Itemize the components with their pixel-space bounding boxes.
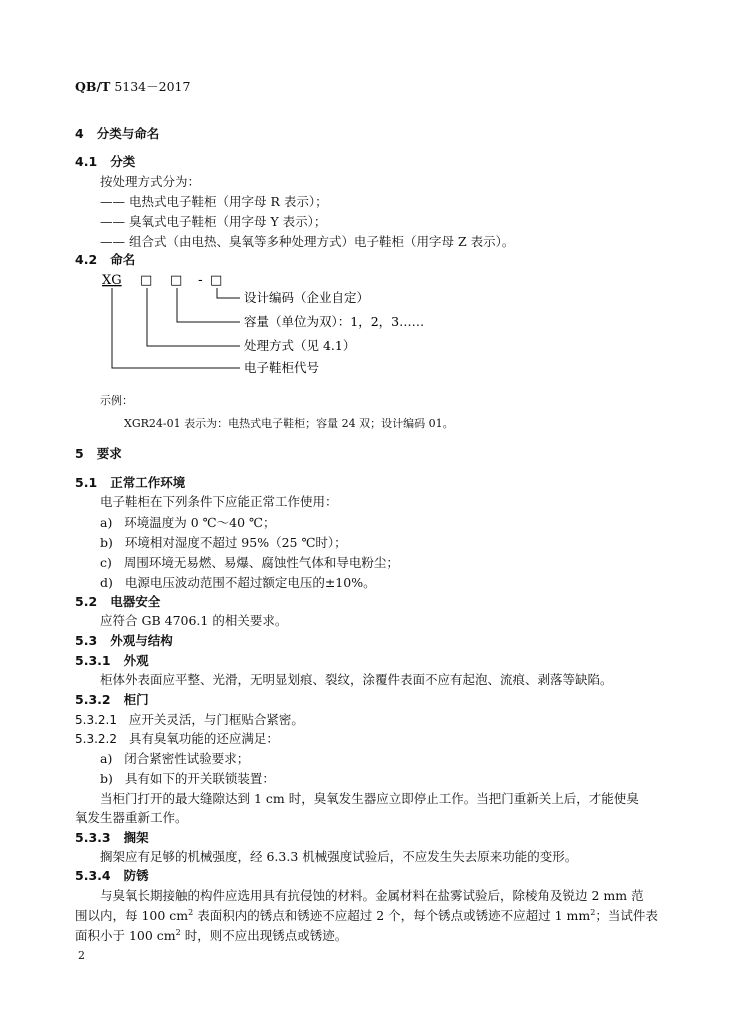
design-code-label: 设计编码（企业自定） <box>244 290 370 305</box>
section-5-3-heading <box>75 633 173 649</box>
section-5-heading <box>75 446 122 462</box>
section-5-3-3-heading <box>75 830 149 846</box>
environment-item <box>100 575 376 591</box>
item-marker: d) <box>100 575 113 590</box>
section-number: 5.3.3 <box>75 830 111 845</box>
section-4-heading <box>75 126 159 142</box>
environment-item <box>100 535 347 551</box>
section-title: 外观 <box>123 653 149 668</box>
section-title: 命名 <box>110 252 136 267</box>
item-marker: a) <box>100 751 113 766</box>
naming-diagram <box>100 268 460 380</box>
interlock-paragraph-line: 当柜门打开的最大缝隙达到 1 cm 时，臭氧发生器应立即停止工作。当把门重新关上后，才能使臭 <box>100 791 639 806</box>
superscript: 2 <box>590 907 596 917</box>
page-number: 2 <box>78 949 85 962</box>
standard-prefix: QB/T <box>75 79 111 94</box>
prefix-leader <box>112 288 240 368</box>
environment-intro: 电子鞋柜在下列条件下应能正常工作使用： <box>100 494 338 509</box>
section-5-3-1-heading <box>75 653 149 669</box>
example-label: 示例： <box>100 394 133 407</box>
capacity-code-box: □ <box>170 273 183 288</box>
item-text: 环境相对湿度不超过 95%（25 ℃时）； <box>124 535 347 550</box>
item-text: 电源电压波动范围不超过额定电压的±10%。 <box>124 575 376 590</box>
superscript: 2 <box>188 907 194 917</box>
standard-code: 5134－2017 <box>114 79 191 94</box>
capacity-label: 容量（单位为双）：1，2，3…… <box>244 314 425 329</box>
section-title: 电器安全 <box>110 594 161 609</box>
clause-5-3-2-1 <box>75 712 304 728</box>
process-code-box: □ <box>140 273 153 288</box>
text-run: 表面积内的锈点和锈迹不应超过 2 个，每个锈点或锈迹不应超过 1 mm <box>193 908 591 923</box>
electrical-safety-text: 应符合 GB 4706.1 的相关要求。 <box>100 613 288 628</box>
clause-5-3-2-2 <box>75 731 279 747</box>
section-number: 5.2 <box>75 594 98 609</box>
rust-paragraph-line: 与臭氧长期接触的构件应选用具有抗侵蚀的材料。金属材料在盐雾试验后，除棱角及锐边 2 mm 范 <box>100 888 644 903</box>
section-number: 5.1 <box>75 475 98 490</box>
text-run: 面积小于 100 cm <box>75 928 176 943</box>
environment-item <box>100 515 276 531</box>
text-run: 围以内，每 100 cm <box>75 908 189 923</box>
classification-intro: 按处理方式分为： <box>100 174 201 189</box>
capacity-leader <box>177 288 240 322</box>
section-number: 5 <box>75 446 84 461</box>
section-number: 5.3.1 <box>75 653 111 668</box>
section-number: 5.3 <box>75 633 98 648</box>
section-5-1-heading <box>75 475 185 491</box>
interlock-paragraph-line: 氧发生器重新工作。 <box>75 810 188 825</box>
section-number: 4.2 <box>75 252 98 267</box>
clause-text: 具有臭氧功能的还应满足： <box>128 731 279 746</box>
classification-item: —— 臭氧式电子鞋柜（用字母 Y 表示）； <box>100 214 327 229</box>
example-text: XGR24-01 表示为：电热式电子鞋柜；容量 24 双；设计编码 01。 <box>124 417 454 430</box>
rust-paragraph-line <box>75 928 347 944</box>
prefix-label: 电子鞋柜代号 <box>244 360 320 375</box>
standard-header <box>75 79 190 95</box>
process-leader <box>147 288 240 346</box>
clause-number: 5.3.2.2 <box>75 732 117 746</box>
item-marker: c) <box>100 555 112 570</box>
item-marker: b) <box>100 771 113 786</box>
item-text: 具有如下的开关联锁装置： <box>124 771 275 786</box>
door-item <box>100 751 249 767</box>
section-number: 4.1 <box>75 154 98 169</box>
item-marker: a) <box>100 515 113 530</box>
item-text: 周围环境无易燃、易爆、腐蚀性气体和导电粉尘； <box>123 555 399 570</box>
item-text: 闭合紧密性试验要求； <box>124 751 250 766</box>
section-title: 柜门 <box>123 692 149 707</box>
section-5-3-2-heading <box>75 692 149 708</box>
design-code-box: □ <box>210 273 223 288</box>
section-title: 外观与结构 <box>110 633 173 648</box>
section-title: 防锈 <box>123 868 149 883</box>
door-item <box>100 771 275 787</box>
section-title: 分类与命名 <box>96 126 160 141</box>
environment-item <box>100 555 399 571</box>
classification-item: —— 组合式（由电热、臭氧等多种处理方式）电子鞋柜（用字母 Z 表示）。 <box>100 234 515 249</box>
model-prefix: XG <box>102 273 122 288</box>
shelf-text: 搁架应有足够的机械强度，经 6.3.3 机械强度试验后，不应发生失去原来功能的变形。 <box>100 849 578 864</box>
section-4-1-heading <box>75 154 135 170</box>
section-number: 5.3.4 <box>75 868 111 883</box>
section-title: 要求 <box>96 446 122 461</box>
item-text: 环境温度为 0 ℃～40 ℃； <box>124 515 276 530</box>
item-marker: b) <box>100 535 113 550</box>
section-number: 4 <box>75 126 84 141</box>
process-label: 处理方式（见 4.1） <box>244 338 356 353</box>
superscript: 2 <box>175 927 181 937</box>
section-5-3-4-heading <box>75 868 149 884</box>
text-run: 时，则不应出现锈点或锈迹。 <box>180 928 348 943</box>
section-5-2-heading <box>75 594 160 610</box>
clause-number: 5.3.2.1 <box>75 713 117 727</box>
section-title: 正常工作环境 <box>110 475 186 490</box>
section-number: 5.3.2 <box>75 692 111 707</box>
classification-item: —— 电热式电子鞋柜（用字母 R 表示）； <box>100 194 328 209</box>
clause-text: 应开关灵活，与门框贴合紧密。 <box>128 712 304 727</box>
section-title: 搁架 <box>123 830 149 845</box>
section-4-2-heading <box>75 252 135 268</box>
design-code-leader <box>217 288 240 298</box>
appearance-text: 柜体外表面应平整、光滑，无明显划痕、裂纹，涂覆件表面不应有起泡、流痕、剥落等缺陷。 <box>100 672 613 687</box>
rust-paragraph-line <box>75 908 658 924</box>
text-run: ；当试件表 <box>595 908 658 923</box>
code-separator: - <box>198 273 203 288</box>
section-title: 分类 <box>110 154 136 169</box>
